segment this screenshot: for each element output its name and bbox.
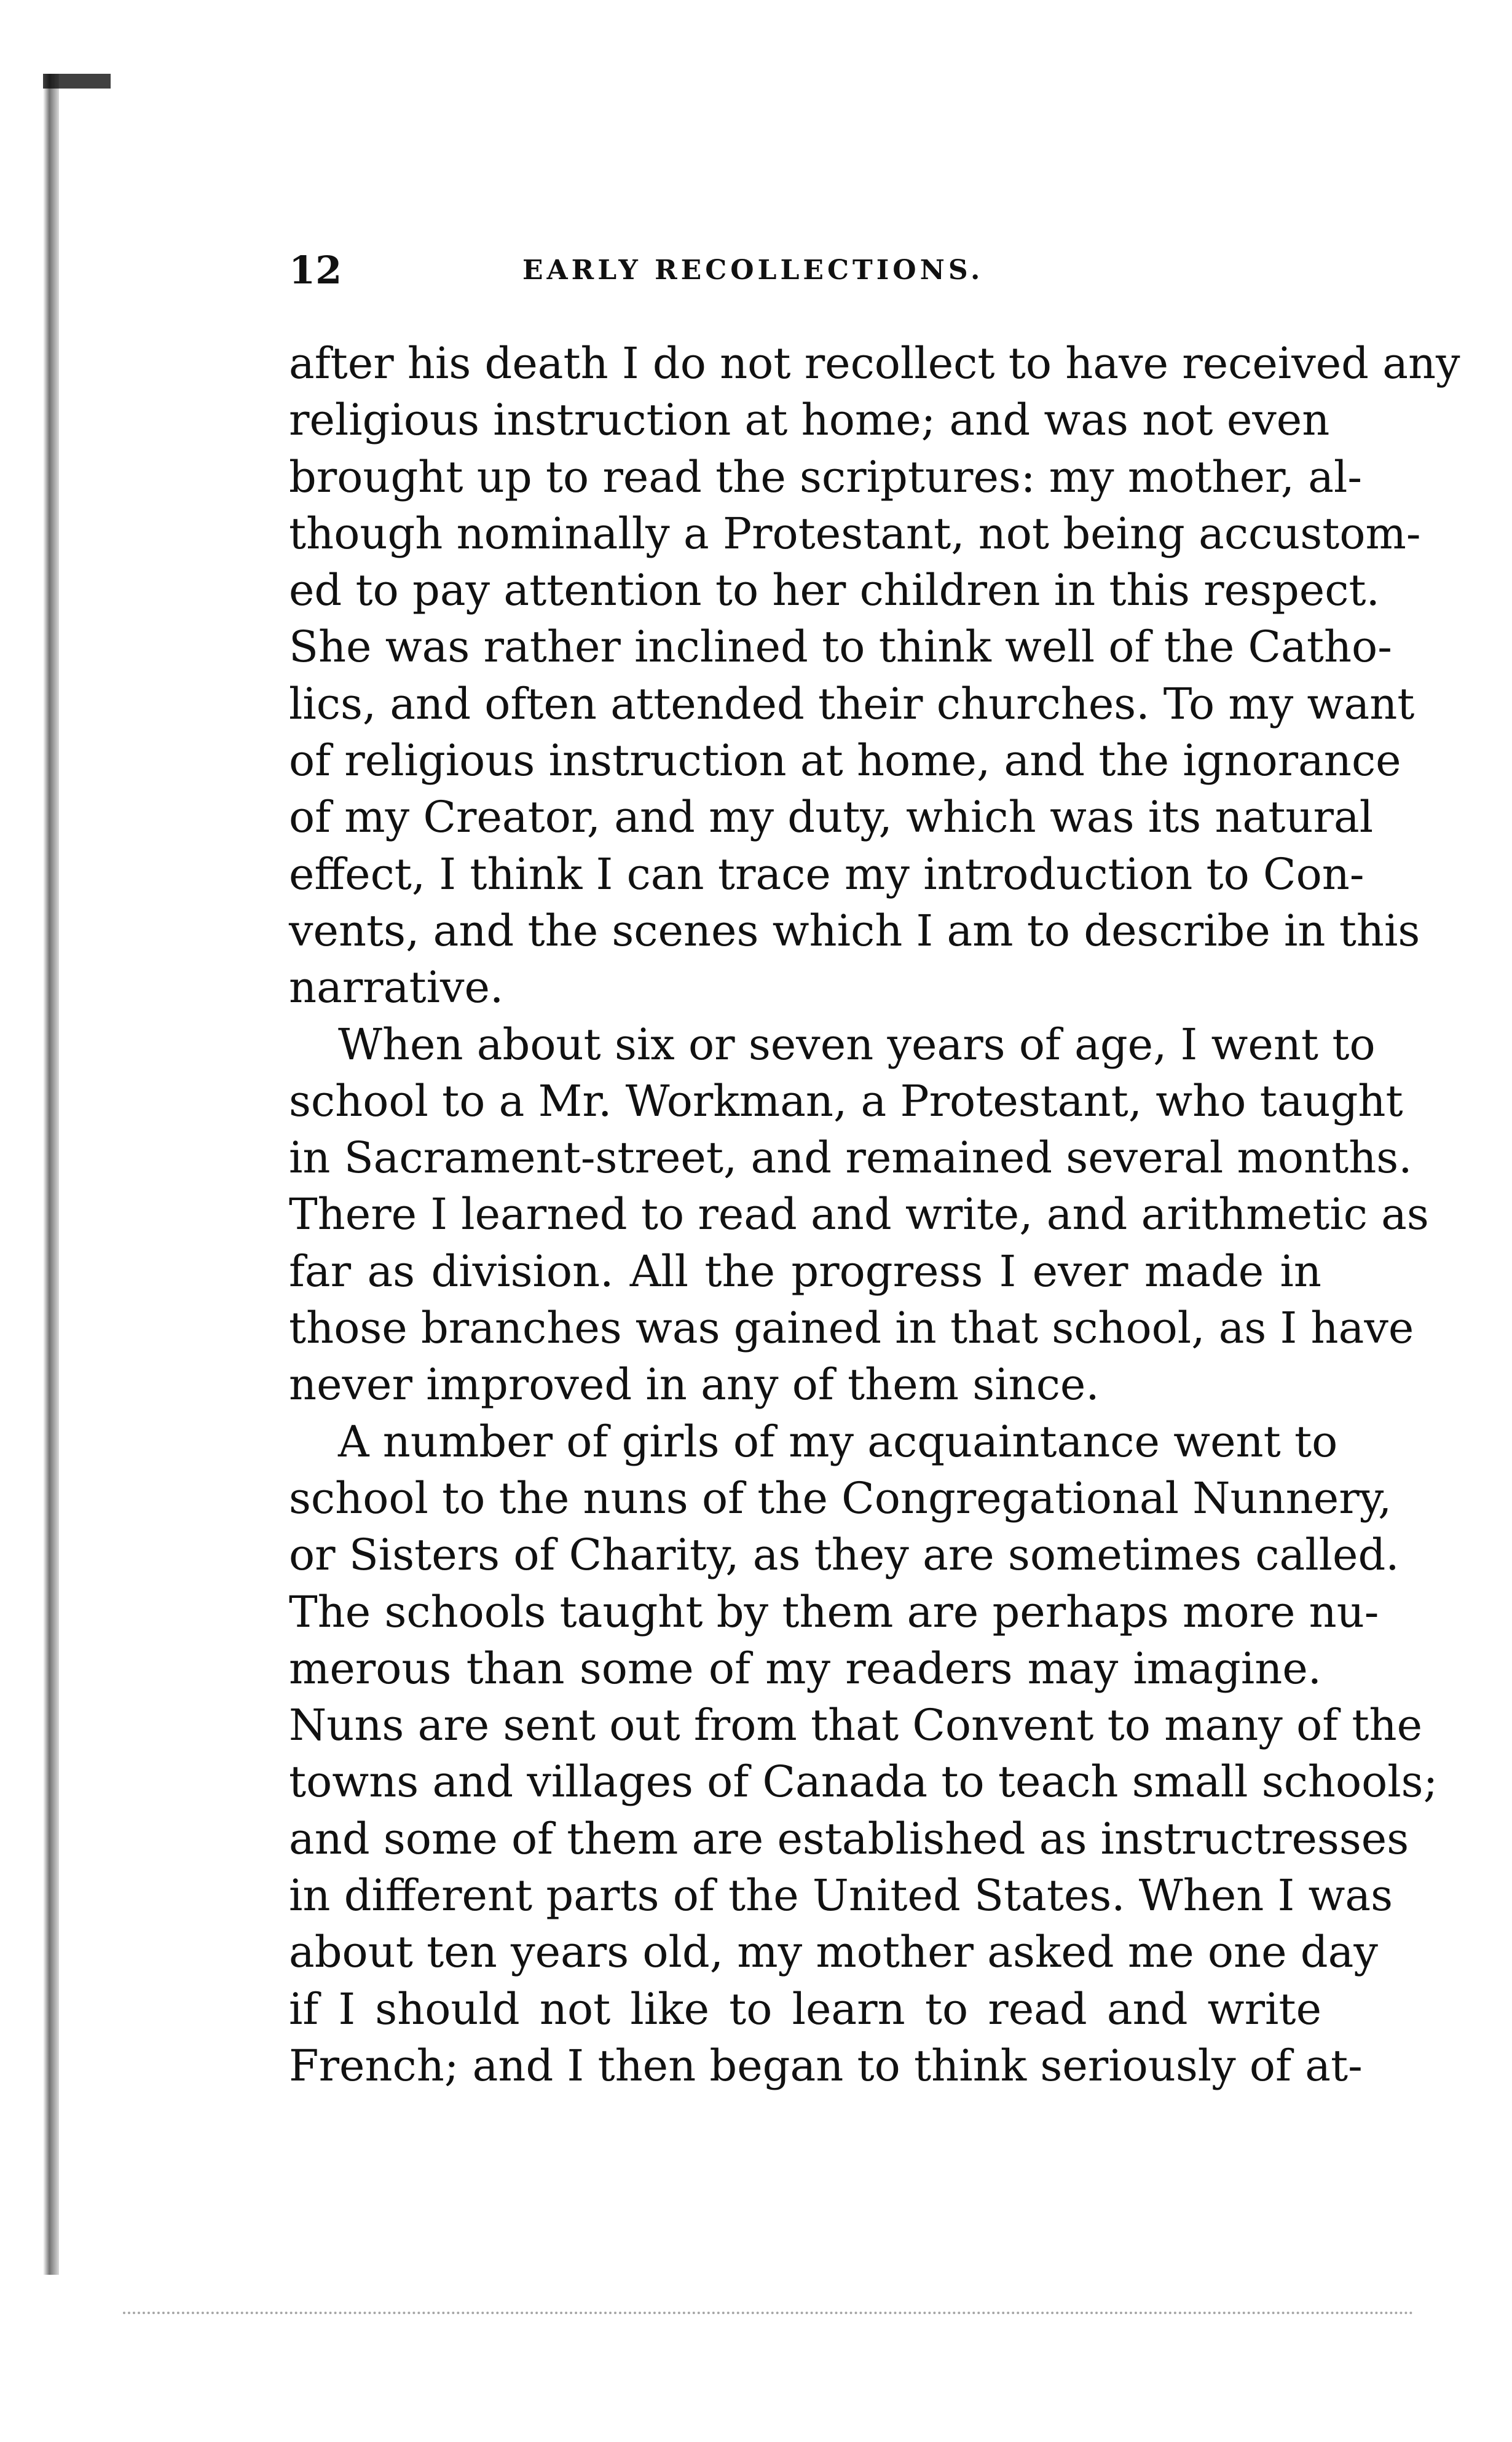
text-line: of religious instruction at home, and the ignorance — [289, 735, 1401, 786]
text-line: religious instruction at home; and was not even — [289, 395, 1330, 446]
text-line: French; and I then began to think seriously of at- — [289, 2040, 1363, 2091]
paragraph — [289, 1016, 1429, 1413]
page-header — [289, 243, 1334, 298]
text-line: ed to pay attention to her children in this respect. — [289, 565, 1380, 616]
text-line: A number of girls of my acquaintance went to — [338, 1416, 1338, 1467]
page-number: 12 — [289, 248, 342, 293]
paragraph — [289, 335, 1460, 1016]
text-line: merous than some of my readers may imagine. — [289, 1643, 1321, 1694]
text-line: of my Creator, and my duty, which was its natural — [289, 792, 1374, 843]
text-line: never improved in any of them since. — [289, 1359, 1100, 1410]
text-line: those branches was gained in that school, as I have — [289, 1303, 1414, 1354]
running-head: EARLY RECOLLECTIONS. — [522, 255, 984, 286]
text-line: or Sisters of Charity, as they are sometimes called. — [289, 1530, 1400, 1581]
text-line: She was rather inclined to think well of the Catho- — [289, 622, 1392, 673]
text-line: narrative. — [289, 962, 504, 1013]
text-line: far as division. All the progress I ever made in — [289, 1246, 1321, 1297]
text-line: towns and villages of Canada to teach small schools; — [289, 1756, 1438, 1808]
paragraph — [289, 1413, 1438, 2095]
text-line: lics, and often attended their churches. To my want — [289, 678, 1415, 729]
text-line: in Sacrament-street, and remained several months. — [289, 1132, 1412, 1183]
text-line: When about six or seven years of age, I went to — [338, 1019, 1376, 1070]
text-line: about ten years old, my mother asked me one day — [289, 1927, 1378, 1978]
body-text — [289, 335, 1460, 2094]
text-line: after his death I do not recollect to have received any — [289, 338, 1460, 389]
text-line: school to a Mr. Workman, a Protestant, who taught — [289, 1075, 1403, 1126]
text-line: Nuns are sent out from that Convent to many of the — [289, 1700, 1423, 1751]
text-line: vents, and the scenes which I am to describe in this — [289, 905, 1420, 956]
text-line: in different parts of the United States. When I was — [289, 1870, 1393, 1921]
binding-shadow-top — [43, 74, 111, 89]
text-line: There I learned to read and write, and arithmetic as — [289, 1189, 1429, 1240]
text-line: brought up to read the scriptures: my mother, al- — [289, 451, 1363, 502]
text-line: effect, I think I can trace my introduction to Con- — [289, 848, 1364, 899]
text-line: if I should not like to learn to read and write — [289, 1983, 1321, 2034]
text-line: and some of them are established as instructresses — [289, 1813, 1409, 1864]
text-line: school to the nuns of the Congregational Nunnery, — [289, 1472, 1392, 1523]
text-line: though nominally a Protestant, not being accustom- — [289, 508, 1421, 559]
binding-shadow — [43, 74, 59, 2275]
text-line: The schools taught by them are perhaps more nu- — [289, 1586, 1379, 1637]
scan-noise — [123, 2312, 1414, 2339]
